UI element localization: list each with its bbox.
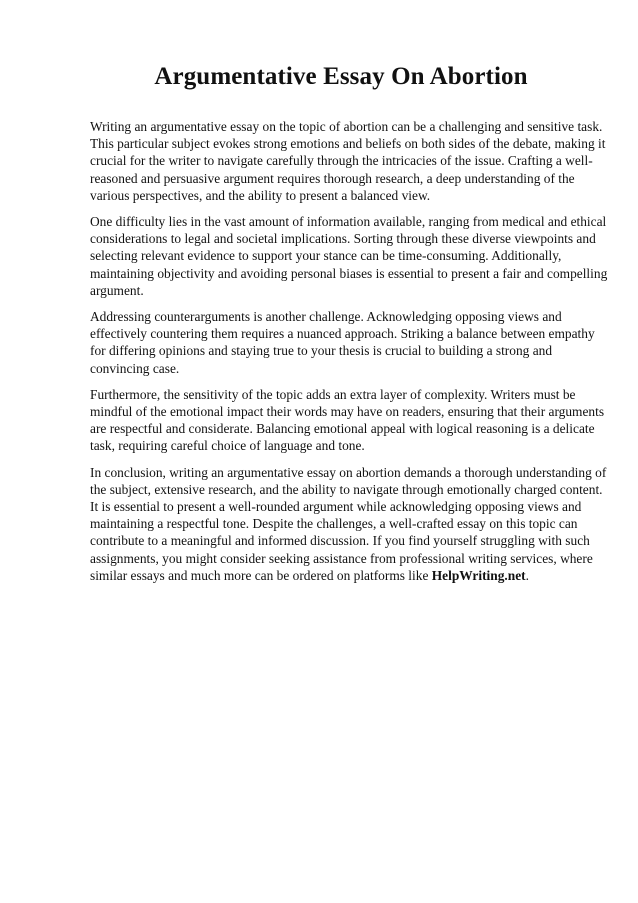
paragraph-5 — [90, 464, 607, 584]
text-line: maintaining a respectful tone. Despite the challenges, a well-crafted essay on this topic can — [90, 516, 578, 532]
text-line: In conclusion, writing an argumentative essay on abortion demands a thorough understanding of — [90, 464, 607, 480]
text-line-suffix: . — [525, 567, 529, 583]
text-line: selecting relevant evidence to support your stance can be time-consuming. Additionally, — [90, 248, 562, 264]
text-line: Addressing counterarguments is another challenge. Acknowledging opposing views and — [90, 309, 562, 325]
text-line: argument. — [90, 282, 144, 298]
text-line: Furthermore, the sensitivity of the topic adds an extra layer of complexity. Writers must be — [90, 386, 576, 402]
text-line: are respectful and considerate. Balancing emotional appeal with logical reasoning is a delicate — [90, 421, 595, 437]
text-line-final — [90, 567, 590, 584]
text-line: considerations to legal and societal implications. Sorting through these diverse viewpoints and — [90, 231, 596, 247]
text-line: It is essential to present a well-rounded argument while acknowledging opposing views and — [90, 499, 582, 515]
text-line: Writing an argumentative essay on the topic of abortion can be a challenging and sensitive task. — [90, 119, 603, 134]
text-line: crucial for the writer to navigate carefully through the intricacies of the issue. Crafting a well- — [90, 153, 593, 169]
text-line: This particular subject evokes strong emotions and beliefs on both sides of the debate, making it — [90, 136, 606, 152]
text-line: assignments, you might consider seeking assistance from professional writing services, where — [90, 550, 593, 566]
text-line: the subject, extensive research, and the ability to navigate through emotionally charged content. — [90, 481, 603, 497]
paragraph-3 — [90, 308, 595, 377]
document-body — [90, 118, 608, 593]
text-line-prefix: similar essays and much more can be ordered on platforms like — [90, 567, 432, 583]
text-line: effectively countering them requires a nuanced approach. Striking a balance between empathy — [90, 326, 595, 342]
text-line: task, requiring careful choice of language and tone. — [90, 438, 365, 454]
text-line: maintaining objectivity and avoiding personal biases is essential to present a fair and compelling — [90, 265, 608, 281]
text-line: reasoned and persuasive argument requires thorough research, a deep understanding of the — [90, 170, 575, 186]
text-line: mindful of the emotional impact their words may have on readers, ensuring that their arguments — [90, 404, 605, 420]
document-title: Argumentative Essay On Abortion — [154, 63, 528, 90]
text-line: convincing case. — [90, 360, 180, 376]
text-line: One difficulty lies in the vast amount of information available, ranging from medical and ethical — [90, 214, 607, 230]
text-line: contribute to a meaningful and informed discussion. If you find yourself struggling with such — [90, 533, 590, 549]
paragraph-1 — [90, 118, 606, 204]
paragraph-2 — [90, 213, 608, 299]
paragraph-4 — [90, 386, 605, 455]
text-line: various perspectives, and the ability to present a balanced view. — [90, 187, 431, 203]
text-line: for differing opinions and staying true to your thesis is crucial to building a strong and — [90, 343, 553, 359]
brand-link-text: HelpWriting.net — [431, 567, 526, 583]
